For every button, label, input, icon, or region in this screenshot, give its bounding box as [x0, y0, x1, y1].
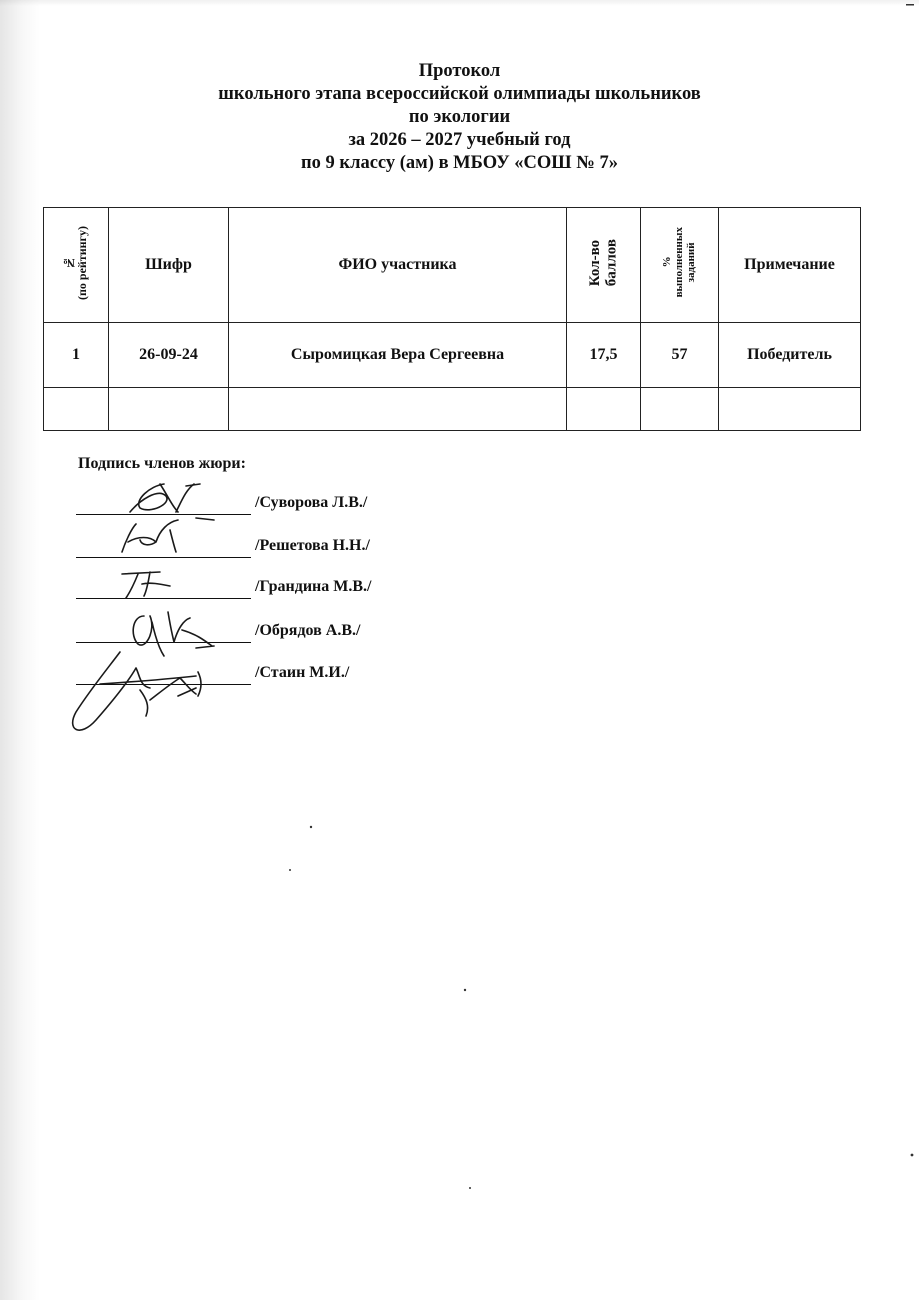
signature-suvorova-stroke [186, 484, 200, 486]
header-cell-rank [44, 208, 109, 323]
cell-rank: 1 [44, 323, 109, 388]
cell-note: Победитель [719, 323, 861, 388]
signature-rule [76, 620, 251, 643]
header-cell-note [719, 208, 861, 323]
cell-name [229, 388, 567, 431]
header-cell-percent [641, 208, 719, 323]
table-header-row [44, 208, 861, 323]
cell-code [109, 388, 229, 431]
cell-note [719, 388, 861, 431]
scan-shadow-edge [0, 0, 40, 1300]
jury-member-name: /Суворова Л.В./ [255, 494, 368, 511]
jury-signature-line [76, 535, 496, 563]
jury-member-name: /Стаин М.И./ [255, 664, 350, 681]
jury-member-name: /Грандина М.В./ [255, 578, 372, 595]
cell-percent [641, 388, 719, 431]
cell-score: 17,5 [567, 323, 641, 388]
scan-shadow-top [0, 0, 919, 6]
jury-signatures-title: Подпись членов жюри: [78, 455, 246, 472]
jury-signature-line [76, 662, 496, 690]
cell-name: Сыромицкая Вера Сергеевна [229, 323, 567, 388]
cell-score [567, 388, 641, 431]
jury-member-name: /Обрядов А.В./ [255, 622, 361, 639]
class-and-school: по 9 классу (ам) в МБОУ «СОШ № 7» [301, 153, 618, 173]
header-note-label: Примечание [744, 256, 835, 273]
header-cell-name [229, 208, 567, 323]
header-name-label: ФИО участника [338, 256, 457, 273]
header-cell-code [109, 208, 229, 323]
cell-percent: 57 [641, 323, 719, 388]
protocol-header [0, 60, 919, 175]
table-row-empty [44, 388, 861, 431]
protocol-title: Протокол [418, 61, 501, 81]
jury-member-name: /Решетова Н.Н./ [255, 537, 370, 554]
signature-rule [76, 576, 251, 599]
signature-rule [76, 492, 251, 515]
table-row [44, 323, 861, 388]
school-year: за 2026 – 2027 учебный год [348, 130, 571, 150]
jury-signature-line [76, 576, 496, 604]
subject: по экологии [408, 107, 511, 127]
jury-signature-line [76, 620, 496, 648]
results-table [43, 207, 861, 431]
header-cell-score [567, 208, 641, 323]
header-code-label: Шифр [145, 256, 192, 273]
header-score-label: Кол-во баллов [587, 238, 620, 287]
cell-rank [44, 388, 109, 431]
header-rank-label: № (по рейтингу) [61, 225, 89, 300]
jury-signature-line [76, 492, 496, 520]
header-percent-label: % выполненных заданий [661, 227, 698, 298]
olympiad-stage: школьного этапа всероссийской олимпиады школьников [218, 84, 701, 104]
signature-rule [76, 662, 251, 685]
cell-code: 26-09-24 [109, 323, 229, 388]
signature-rule [76, 535, 251, 558]
